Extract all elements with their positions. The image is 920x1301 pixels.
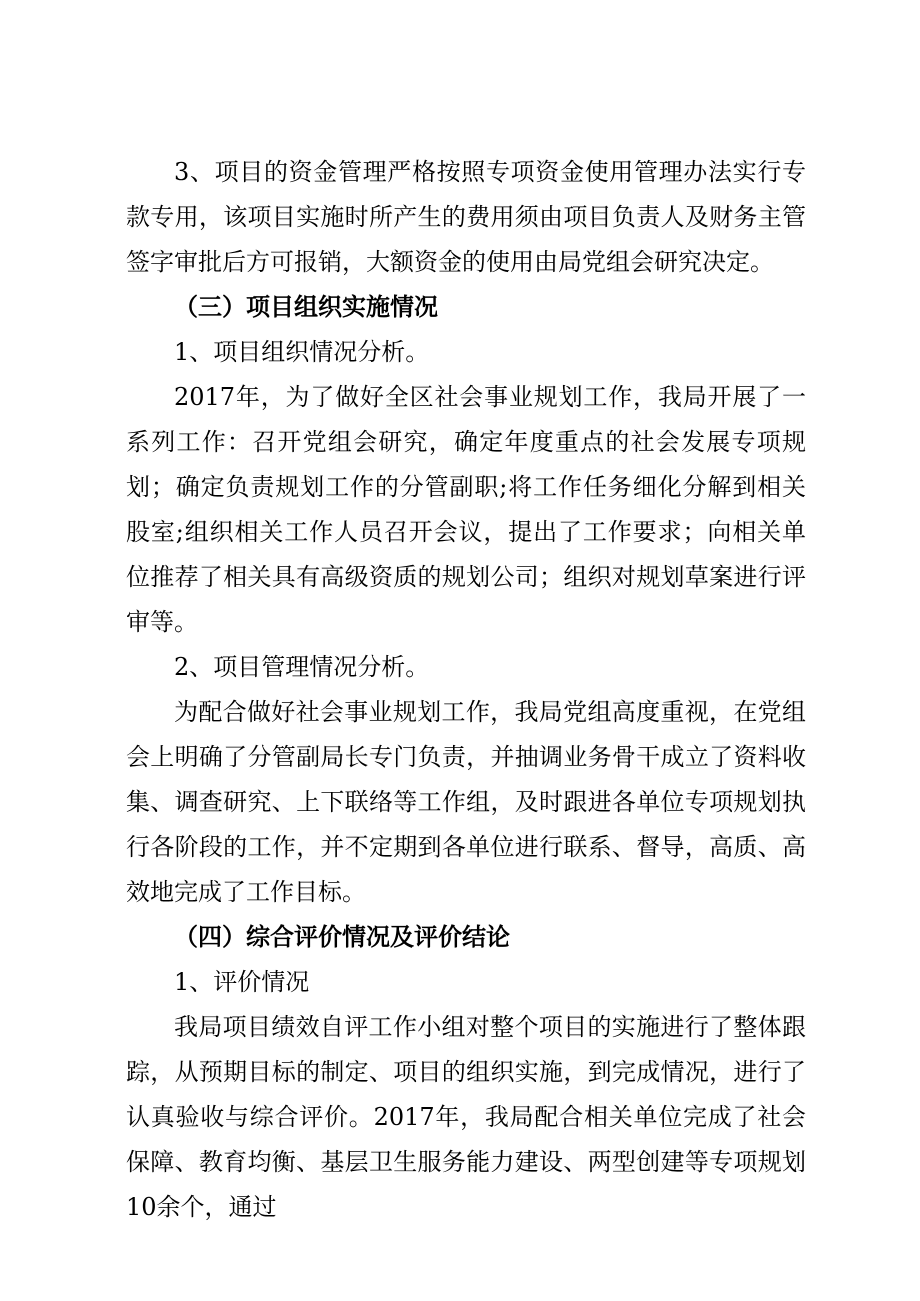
subheading-organization-analysis: 1、项目组织情况分析。 [174,338,430,366]
section-heading-implementation: （三）项目组织实施情况 [174,293,438,321]
paragraph-management-details: 为配合做好社会事业规划工作，我局党组高度重视，在党组会上明确了分管副局长专门负责，并抽调业务骨干成立了资料收集、调查研究、上下联络等工作组，及时跟进各单位专项规划执行各阶段的工作，并不定期到各单位进行联系、督导，高质、高效地完成了工作目标。 [126,698,806,906]
document-body [126,150,806,1230]
subheading-evaluation-status: 1、评价情况 [174,968,310,996]
subheading-management-analysis: 2、项目管理情况分析。 [174,653,430,681]
paragraph-organization-details: 2017年，为了做好全区社会事业规划工作，我局开展了一系列工作：召开党组会研究，确定年度重点的社会发展专项规划；确定负责规划工作的分管副职;将工作任务细化分解到相关股室;组织相关工作人员召开会议，提出了工作要求；向相关单位推荐了相关具有高级资质的规划公司；组织对规划草案进行评审等。 [126,383,806,636]
paragraph-evaluation-details: 我局项目绩效自评工作小组对整个项目的实施进行了整体跟踪，从预期目标的制定、项目的组织实施，到完成情况，进行了认真验收与综合评价。2017年，我局配合相关单位完成了社会保障、教育均衡、基层卫生服务能力建设、两型创建等专项规划10余个，通过 [126,1013,806,1221]
paragraph-fund-management: 3、项目的资金管理严格按照专项资金使用管理办法实行专款专用，该项目实施时所产生的费用须由项目负责人及财务主管签字审批后方可报销，大额资金的使用由局党组会研究决定。 [126,158,806,276]
section-heading-evaluation: （四）综合评价情况及评价结论 [174,923,510,951]
